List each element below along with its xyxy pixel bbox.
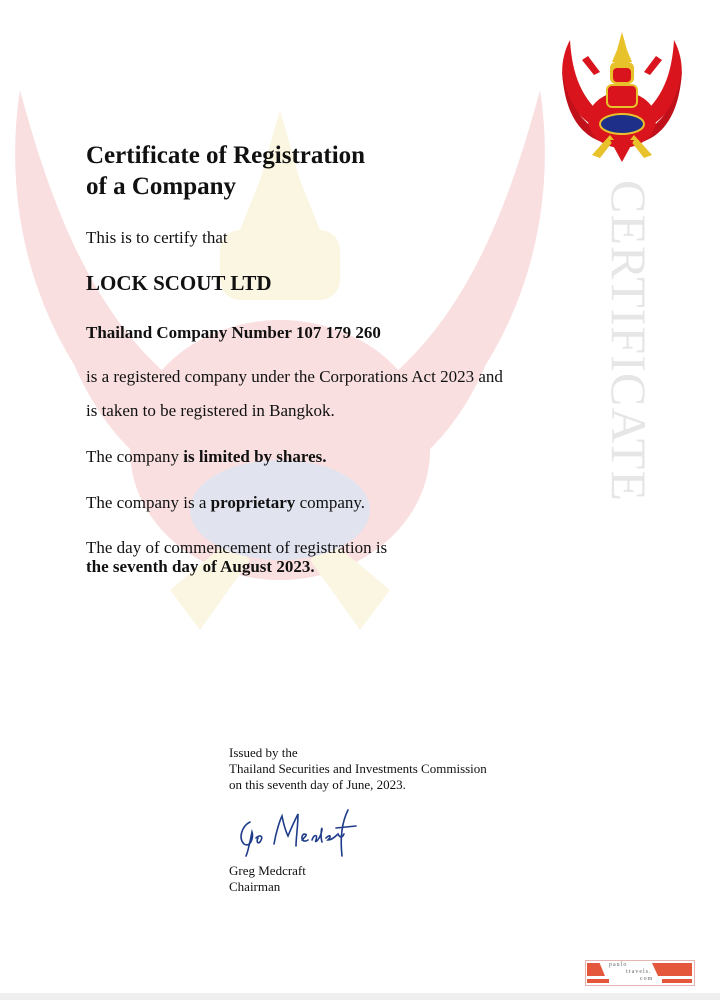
registered-statement-line1: is a registered company under the Corporations Act 2023 and xyxy=(86,367,503,386)
logo-line3: com xyxy=(640,976,654,982)
limited-bold: is limited by shares. xyxy=(183,447,327,466)
proprietary-prefix: The company is a xyxy=(86,493,211,512)
commencement-date: the seventh day of August 2023. xyxy=(86,557,315,576)
logo-stripe-left xyxy=(587,963,605,976)
registered-statement-line2: is taken to be registered in Bangkok. xyxy=(86,401,335,420)
issuer-line1: Issued by the xyxy=(229,745,298,760)
proprietary-bold: proprietary xyxy=(210,493,296,512)
proprietary-suffix: company. xyxy=(295,493,366,512)
signer-block xyxy=(229,863,306,895)
page-title-line2: of a Company xyxy=(86,173,237,200)
limited-by-shares-statement xyxy=(86,446,327,468)
bottom-bar xyxy=(0,993,720,1000)
logo-line2: travels. xyxy=(626,969,652,975)
signer-name: Greg Medcraft xyxy=(229,863,306,878)
issuer-line2: Thailand Securities and Investments Commission xyxy=(229,761,487,776)
logo-stripe-bottom-right xyxy=(662,979,692,983)
issuer-block xyxy=(229,745,487,793)
limited-prefix: The company xyxy=(86,447,184,466)
company-number: Thailand Company Number 107 179 260 xyxy=(86,323,381,342)
commencement-line1: The day of commencement of registration is xyxy=(86,538,388,557)
paulo-travels-logo[interactable] xyxy=(585,960,695,986)
company-name: LOCK SCOUT LTD xyxy=(86,271,272,295)
logo-stripe-bottom-left xyxy=(587,979,609,983)
certificate-heading xyxy=(86,140,586,202)
page-title-line1: Certificate of Registration xyxy=(86,142,366,169)
signature-icon xyxy=(236,808,366,858)
certificate-vertical-watermark: CERTIFICATE xyxy=(601,180,657,502)
issuer-line3: on this seventh day of June, 2023. xyxy=(229,777,406,792)
signer-title: Chairman xyxy=(229,879,281,894)
proprietary-statement xyxy=(86,492,365,514)
certify-intro: This is to certify that xyxy=(86,228,228,247)
logo-line1: paulo xyxy=(609,962,628,968)
logo-stripe-right xyxy=(652,963,692,976)
